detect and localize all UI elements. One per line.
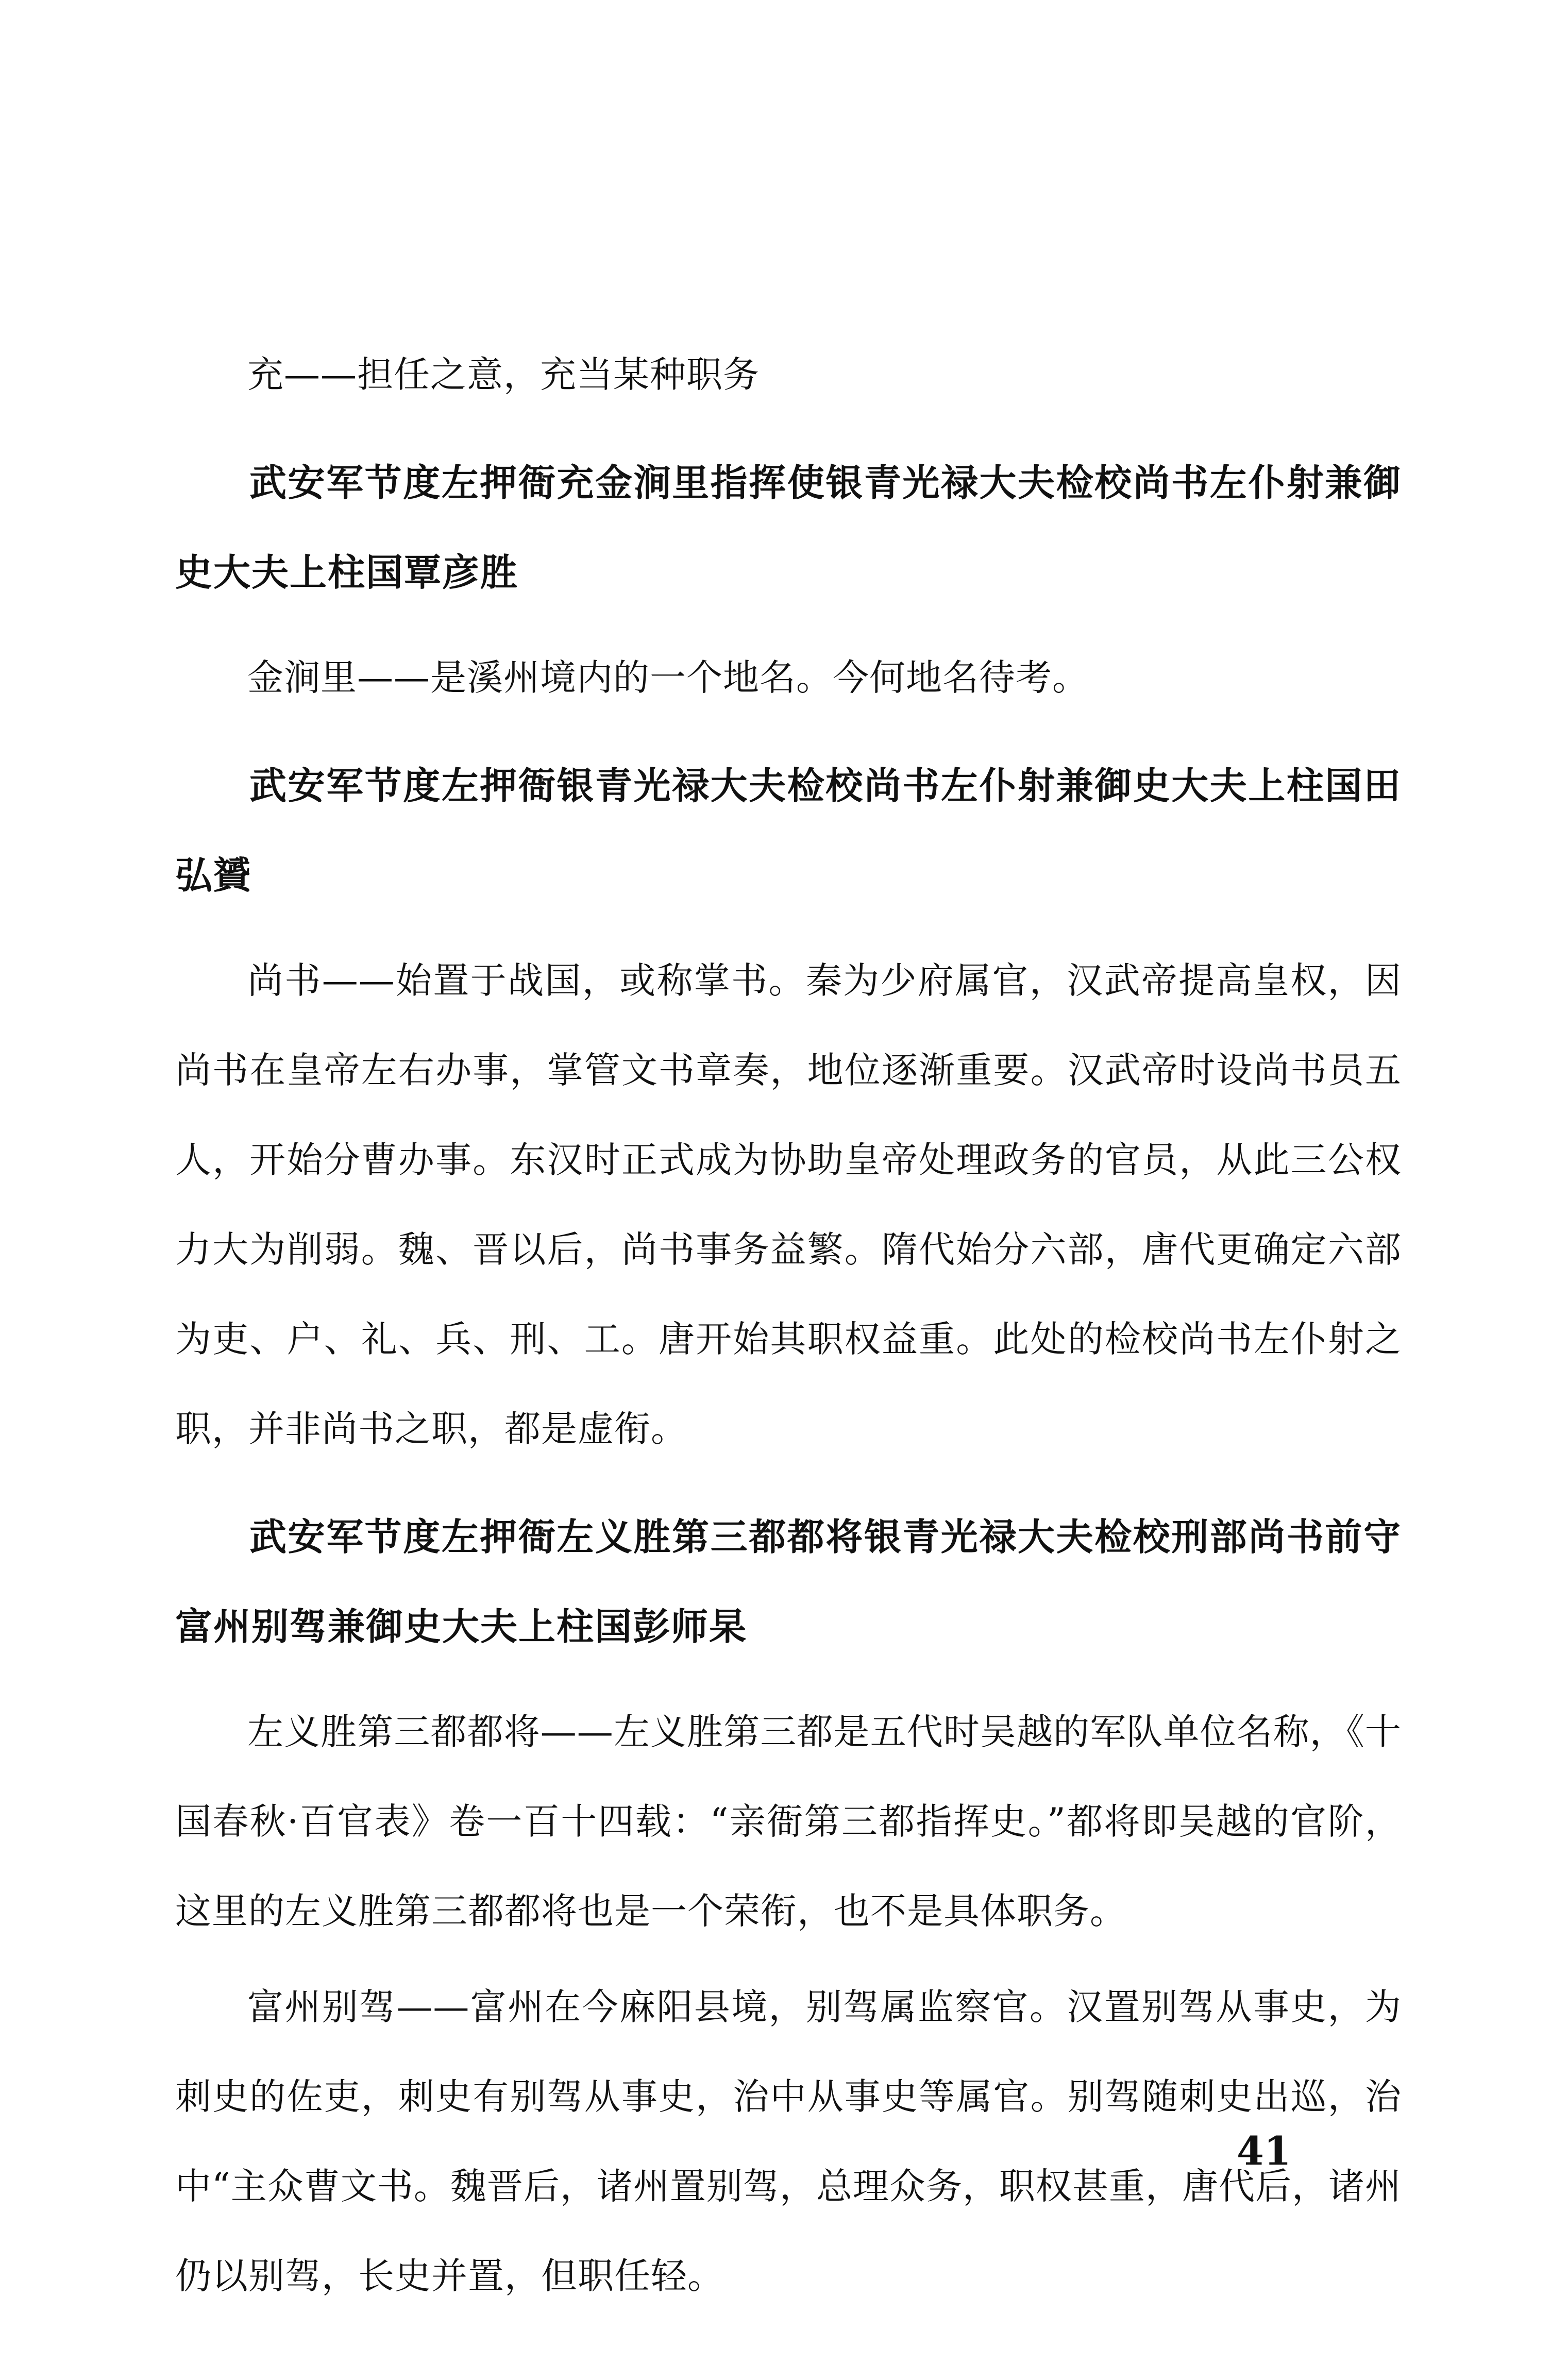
- heading-qin-yansheng: 武安军节度左押衙充金涧里指挥使银青光禄大夫检校尚书左仆射兼御史大夫上柱国覃彦胜: [175, 461, 1402, 594]
- paragraph-chong: 充——担任之意，充当某种职务: [247, 353, 760, 396]
- paragraph-jinjianli: 金涧里——是溪州境内的一个地名。今何地名待考。: [247, 656, 1089, 699]
- heading-tian-hongyun: 武安军节度左押衙银青光禄大夫检校尚书左仆射兼御史大夫上柱国田弘贇: [175, 764, 1402, 897]
- paragraph-zuoyisheng: 左义胜第三都都将——左义胜第三都是五代时吴越的军队单位名称，《十国春秋·百官表》卷一百十四载：“亲衙第三都指挥史。”都将即吴越的官阶，这里的左义胜第三都都将也是一个荣衔，也不是具体职务。: [175, 1711, 1402, 1932]
- heading-peng-shigao: 武安军节度左押衙左义胜第三都都将银青光禄大夫检校刑部尚书前守富州别驾兼御史大夫上柱国彭师杲: [175, 1515, 1402, 1648]
- page-body: [175, 330, 1402, 2327]
- paragraph-fuzhou-biejia: 富州别驾——富州在今麻阳县境，别驾属监察官。汉置别驾从事史，为刺史的佐吏，刺史有别驾从事史，治中从事史等属官。别驾随刺史出巡，治中“主众曹文书。魏晋后，诸州置别驾，总理众务，职权甚重，唐代后，诸州仍以别驾，长史并置，但职任轻。: [175, 1986, 1402, 2297]
- page-number: 41: [1237, 2128, 1291, 2174]
- paragraph-shangshu: 尚书——始置于战国，或称掌书。秦为少府属官，汉武帝提高皇权，因尚书在皇帝左右办事，掌管文书章奏，地位逐渐重要。汉武帝时设尚书员五人，开始分曹办事。东汉时正式成为协助皇帝处理政务的官员，从此三公权力大为削弱。魏、晋以后，尚书事务益繁。隋代始分六部，唐代更确定六部为吏、户、礼、兵、刑、工。唐开始其职权益重。此处的检校尚书左仆射之职，并非尚书之职，都是虚衔。: [175, 959, 1402, 1450]
